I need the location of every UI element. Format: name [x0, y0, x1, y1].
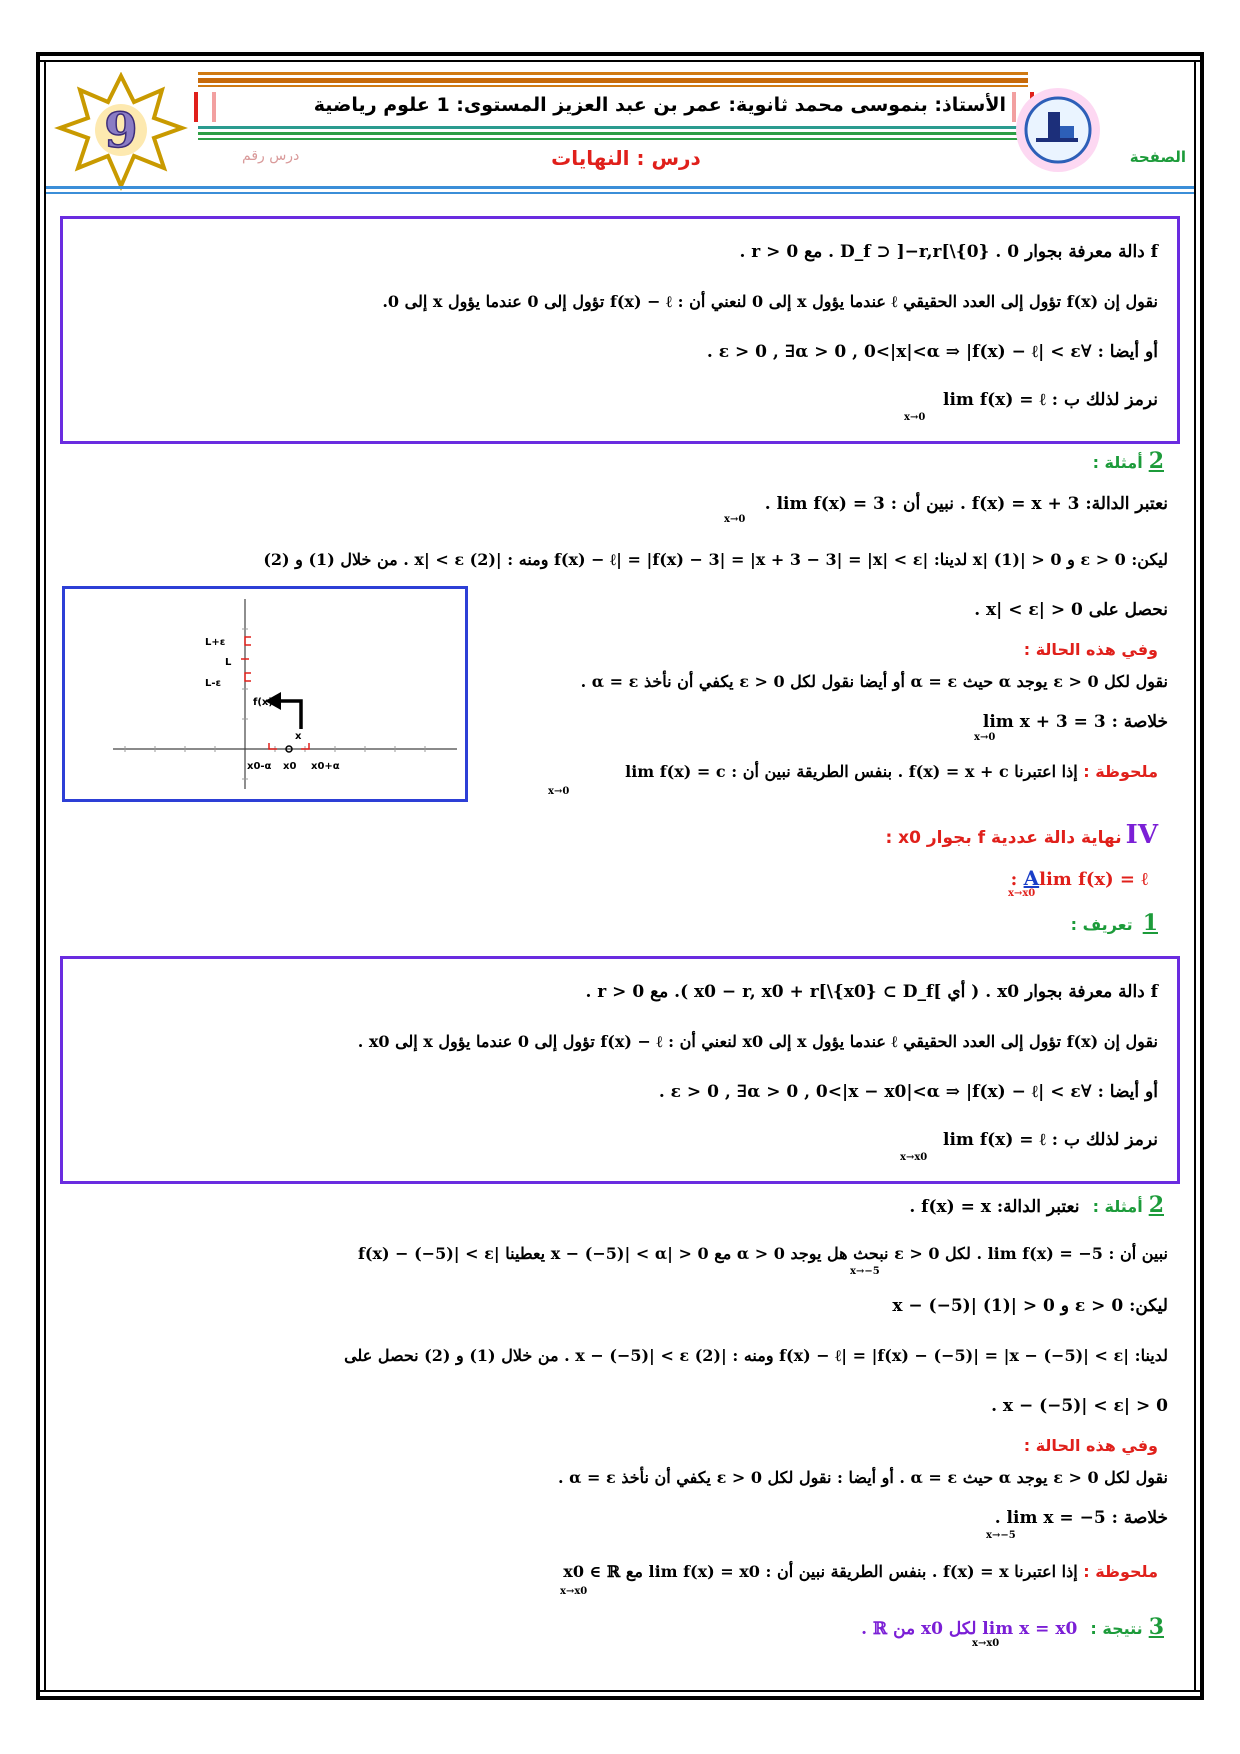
sec3-case-label: وفي هذه الحالة : — [1023, 1436, 1158, 1455]
header-band-orange — [198, 72, 1028, 75]
result-sub: x→x0 — [972, 1638, 1000, 1649]
examples-number-2: 2 — [1148, 1192, 1164, 1218]
header-band-green — [198, 132, 1028, 135]
frame-left-thin — [44, 60, 46, 1692]
examples-label-2: أمثلة : — [1092, 1197, 1143, 1216]
graph-label-x0-plus-alpha: x0+α — [311, 761, 340, 772]
box1-line1: f دالة معرفة بجوار 0 . D_f ⊃ ]−r,r[\{0} . مع r > 0 . — [739, 242, 1158, 262]
sec3-conclusion: خلاصة : lim x = −5 . — [994, 1508, 1168, 1528]
header-divider-blue2 — [46, 192, 1194, 194]
school-logo-icon — [1010, 82, 1106, 178]
star-badge-icon — [54, 72, 188, 192]
box2-line4: نرمز لذلك ب : lim f(x) = ℓ — [943, 1130, 1158, 1150]
approach-arrow — [279, 701, 301, 729]
sec3-conclusion-sub: x→−5 — [986, 1530, 1016, 1541]
page-label: الصفحة — [1129, 148, 1186, 166]
section-iv-roman: IV — [1125, 820, 1158, 850]
sec3-note-sub: x→x0 — [560, 1586, 588, 1597]
section-iv-title: نهاية دالة عددية f بجوار x0 : — [885, 828, 1122, 848]
sec3-example-line4: 0 < |x − (−5)| < ε . — [991, 1396, 1168, 1416]
sec3-note-label: ملحوظة : — [1083, 1562, 1158, 1581]
graph-label-l-minus-eps: L-ε — [205, 678, 222, 689]
sec1-example-line1: نعتبر الدالة: f(x) = x + 3 . نبين أن : lim f(x) = 3 . — [764, 494, 1168, 514]
examples-label: أمثلة : — [1092, 453, 1143, 472]
subsection-a-title: lim f(x) = ℓ : — [1010, 869, 1148, 890]
header-title: الأستاذ: بنموسى محمد ثانوية: عمر بن عبد العزيز المستوى: 1 علوم رياضية — [313, 94, 1006, 116]
frame-top-thick — [36, 52, 1204, 56]
sec3-example-line3: لدينا: |f(x) − ℓ| = |f(x) − (−5)| = |x − (−5)| < ε ومنه : |x − (−5)| < ε (2) . من خلال (1) و (2) نحصل على — [344, 1346, 1168, 1365]
header-band-orange3 — [198, 85, 1028, 87]
graph-label-x0: x0 — [283, 761, 297, 772]
result-text: lim x = x0 لكل x0 من ℝ . — [861, 1619, 1078, 1639]
subsection-a-sub: x→x0 — [1008, 888, 1036, 899]
graph-label-l: L — [225, 657, 232, 668]
limit-graph-svg — [65, 589, 465, 799]
box2-line1: f دالة معرفة بجوار x0 . ( أي ]x0 − r, x0 + r[\{x0} ⊂ D_f ). مع r > 0 . — [585, 982, 1158, 1002]
definition-label: تعريف : — [1070, 915, 1133, 934]
graph-label-x: x — [295, 731, 302, 742]
frame-left-thick — [36, 52, 40, 1700]
sec3-example-line2: ليكن: ε > 0 و 0 < |x − (−5)| (1) — [892, 1296, 1168, 1316]
frame-right-thick — [1200, 52, 1204, 1700]
subsection-a — [1011, 866, 1158, 890]
sec3-note — [563, 1562, 1158, 1581]
lesson-title: درس : النهايات — [551, 146, 701, 170]
graph-label-fx: f(x) — [253, 697, 273, 708]
subsection-a-letter: A — [1023, 866, 1040, 890]
header-band-green2 — [198, 138, 1028, 140]
box1-line3: أو أيضا : ∀ε > 0 , ∃α > 0 , 0<|x|<α ⇒ |f(x) − ℓ| < ε . — [706, 342, 1158, 362]
header-band-teal — [198, 126, 1028, 129]
frame-bottom-thin — [36, 1690, 1204, 1692]
box2-line3: أو أيضا : ∀ε > 0 , ∃α > 0 , 0<|x − x0|<α ⇒ |f(x) − ℓ| < ε . — [658, 1082, 1158, 1102]
sec3-example-line1: نبين أن : lim f(x) = −5 . لكل ε > 0 نبحث هل يوجد α > 0 مع 0 < |x − (−5)| < α يعطينا |f(x) − (−5)| < ε — [358, 1244, 1168, 1263]
badge-number: 9 — [104, 103, 138, 159]
frame-right-thin — [1194, 60, 1196, 1692]
result-number: 3 — [1148, 1614, 1164, 1640]
graph-label-l-plus-eps: L+ε — [205, 637, 226, 648]
examples-heading-2 — [909, 1192, 1164, 1218]
limit-graph — [62, 586, 468, 802]
sec3-example-intro: نعتبر الدالة: f(x) = x . — [909, 1197, 1080, 1217]
sec1-example-line3: نحصل على 0 < |x| < ε . — [974, 600, 1168, 620]
sec1-conclusion: خلاصة : lim x + 3 = 3 — [982, 712, 1168, 732]
header-band-orange2 — [198, 78, 1028, 83]
result-label: نتيجة : — [1090, 1619, 1143, 1638]
sec1-note-text: إذا اعتبرنا f(x) = x + c . بنفس الطريقة نبين أن : lim f(x) = c — [625, 762, 1078, 781]
sec3-example-line1-sub: x→−5 — [850, 1266, 880, 1277]
box2-line4-subscript: x→x0 — [900, 1152, 928, 1163]
lesson-number-label: درس رقم — [242, 148, 300, 164]
sec1-example-line2: ليكن: ε > 0 و 0 < |x| (1) لدينا: |f(x) − ℓ| = |f(x) − 3| = |x + 3 − 3| = |x| < ε ومنه : |x| < ε (2) . من خلال (1) و (2) — [263, 550, 1168, 569]
sec1-case-line: نقول لكل ε > 0 يوجد α حيث α = ε أو أيضا نقول لكل ε > 0 يكفي أن نأخذ α = ε . — [580, 672, 1168, 691]
graph-label-x0-minus-alpha: x0-α — [247, 761, 272, 772]
sec3-note-text: إذا اعتبرنا f(x) = x . بنفس الطريقة نبين أن : lim f(x) = x0 مع x0 ∈ ℝ — [563, 1562, 1078, 1581]
sec1-note-label: ملحوظة : — [1083, 762, 1158, 781]
definition-heading-2 — [1071, 910, 1158, 936]
result-heading — [861, 1614, 1164, 1640]
section-iv-heading — [885, 820, 1158, 850]
frame-bottom-thick — [36, 1696, 1204, 1700]
sec1-example-line1-sub: x→0 — [724, 514, 746, 525]
header-marker-left — [194, 92, 216, 122]
box1-line4-subscript: x→0 — [904, 412, 926, 423]
box2-line2: نقول إن f(x) تؤول إلى العدد الحقيقي ℓ عندما يؤول x إلى x0 لنعني أن : f(x) − ℓ تؤول إلى 0 عندما يؤول x إلى x0 . — [357, 1032, 1158, 1051]
sec1-case-label: وفي هذه الحالة : — [1023, 640, 1158, 659]
box1-line4: نرمز لذلك ب : lim f(x) = ℓ — [943, 390, 1158, 410]
examples-number: 2 — [1148, 448, 1164, 474]
examples-heading-1 — [1093, 448, 1164, 474]
header-divider-blue1 — [46, 186, 1194, 189]
sec1-note-sub: x→0 — [548, 786, 570, 797]
definition-number: 1 — [1142, 910, 1158, 936]
sec1-conclusion-sub: x→0 — [974, 732, 996, 743]
sec3-case-line: نقول لكل ε > 0 يوجد α حيث α = ε . أو أيضا : نقول لكل ε > 0 يكفي أن نأخذ α = ε . — [558, 1468, 1168, 1487]
header — [46, 62, 1194, 192]
sec1-note — [625, 762, 1158, 781]
box1-line2: نقول إن f(x) تؤول إلى العدد الحقيقي ℓ عندما يؤول x إلى 0 لنعني أن : f(x) − ℓ تؤول إلى 0 عندما يؤول x إلى 0. — [382, 292, 1158, 311]
